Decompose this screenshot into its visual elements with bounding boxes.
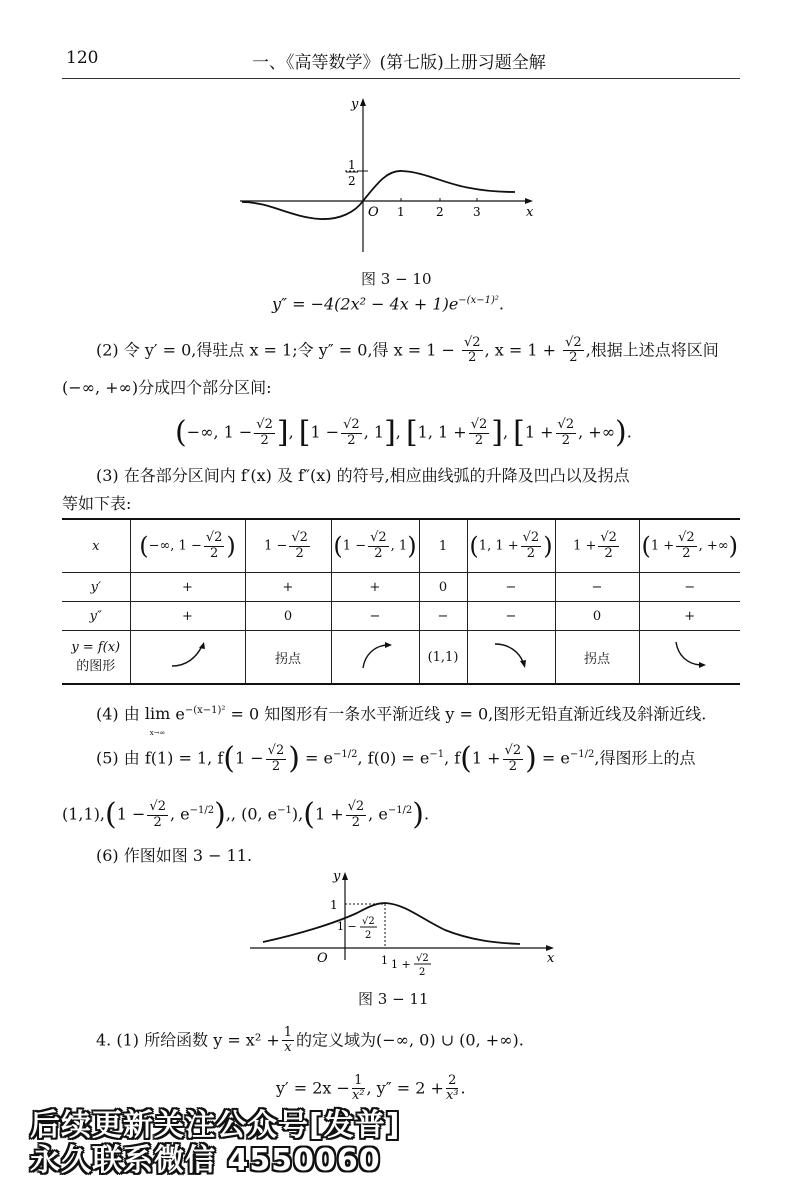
step5-text-f: 1 + xyxy=(471,748,501,768)
fig311-origin: O xyxy=(317,951,328,966)
step5-exp: −1/2 xyxy=(569,749,595,761)
second-derivative-exp: −(x−1)² xyxy=(458,295,499,306)
cell-inflection: 拐点 xyxy=(555,631,639,685)
watermark-line1: 后续更新关注公众号[发普] xyxy=(30,1108,401,1143)
frac-1-over-x xyxy=(282,1026,294,1056)
frac-den: 2 xyxy=(210,545,219,561)
fig310-xtick-2: 2 xyxy=(436,205,444,219)
frac-num: √2 xyxy=(347,799,365,815)
interval4-text-b: , +∞ xyxy=(578,422,616,442)
frac-num: √2 xyxy=(205,530,223,546)
bracket: [ xyxy=(405,415,418,450)
cell-interval-4: (1 + $\frac{√2}{2}$ , +∞) xyxy=(639,519,740,573)
frac-sqrt2-over-2 xyxy=(289,531,310,561)
cell-text: 1 − xyxy=(342,538,367,554)
paren: ( xyxy=(303,797,315,832)
step5-text-c: = e xyxy=(541,748,570,768)
frac-den: 2 xyxy=(682,545,691,561)
step2-text-b: , x = 1 + xyxy=(484,340,557,360)
page-number: 120 xyxy=(66,48,99,68)
cell-text: −∞, 1 − xyxy=(148,538,202,554)
cell-sign: + xyxy=(130,602,245,631)
frac-sqrt2-over-2 xyxy=(462,336,483,366)
cell-sign: − xyxy=(467,573,555,602)
cell-sign: 0 xyxy=(419,573,467,602)
curve-up-concave-down-icon xyxy=(331,631,419,685)
step4-line xyxy=(96,706,706,738)
fig311-label-minus: 1 − xyxy=(337,920,357,933)
cell-sign: − xyxy=(639,573,740,602)
fig311-frac-num: √2 xyxy=(362,916,375,927)
step5-exp: −1/2 xyxy=(387,805,413,817)
bracket: [ xyxy=(513,415,525,450)
cell-sign: + xyxy=(245,573,331,602)
intervals-line: (−∞, 1 − $\frac{√2}{2}$ ], [1 − $\frac{√2}{2}$ , 1], [1, 1 + $\frac{√2}{2}$ ], [1 + $\frac{√2}{2}$ , +∞). xyxy=(175,415,632,450)
step2-line2: (−∞, +∞)分成四个部分区间: xyxy=(62,378,272,397)
cell-interval-2: (1 − $\frac{√2}{2}$ , 1) xyxy=(331,519,419,573)
step5-pts-b: 1 − xyxy=(116,804,146,824)
curve-down-concave-up-icon xyxy=(639,631,740,685)
cell-sign: + xyxy=(130,573,245,602)
lim-text: lim xyxy=(144,704,171,723)
step4-text-b: e xyxy=(175,704,185,724)
frac-sqrt2-over-2 xyxy=(563,336,584,366)
row-label-x: x xyxy=(62,519,130,573)
interval3-text: 1, 1 + xyxy=(417,422,467,442)
watermark-line2: 永久联系微信 4550060 xyxy=(30,1143,381,1178)
frac-den: 2 xyxy=(508,758,517,774)
limit-symbol xyxy=(145,706,170,738)
frac-sqrt2-over-2 xyxy=(503,744,524,774)
bracket: ] xyxy=(491,415,503,450)
table-row xyxy=(62,519,740,573)
frac-num: √2 xyxy=(256,417,273,433)
frac-num: √2 xyxy=(291,530,308,546)
frac-den: x xyxy=(284,1040,292,1056)
frac-den: x³ xyxy=(445,1088,459,1104)
fig311-frac2-den: 2 xyxy=(419,967,426,978)
frac-num: √2 xyxy=(600,530,617,546)
header-rule xyxy=(62,78,740,79)
frac-den: 2 xyxy=(604,545,613,561)
interval2-text-b: , 1 xyxy=(363,422,385,442)
fig310-x-label: x xyxy=(526,205,534,220)
step2-text-c: ,根据上述点将区间 xyxy=(585,340,719,360)
fig310-caption: 图 3 − 10 xyxy=(361,270,432,288)
row-label-graph xyxy=(62,631,130,685)
frac-num: √2 xyxy=(678,530,695,546)
row-label-graph-b: 的图形 xyxy=(76,659,116,674)
frac-sqrt2-over-2 xyxy=(204,531,225,561)
interval2-text-a: 1 − xyxy=(310,422,340,442)
step4-exp: −(x−1)² xyxy=(184,705,226,716)
curve-up-concave-up-icon xyxy=(130,631,245,685)
fig311-label-plus: 1 + xyxy=(391,958,411,971)
step5-text-b: 1 − xyxy=(235,748,264,768)
frac-sqrt2-over-2 xyxy=(521,531,542,561)
cell-text: , +∞ xyxy=(698,538,729,554)
fig311-y-label: y xyxy=(333,869,341,884)
problem4-text-a: 4. (1) 所给函数 y = x² + xyxy=(96,1030,280,1050)
curve-down-concave-down-icon xyxy=(467,631,555,685)
frac-sqrt2-over-2 xyxy=(676,531,697,561)
problem4-deriv-a: y′ = 2x − xyxy=(276,1078,350,1098)
frac-num: 2 xyxy=(446,1074,459,1089)
frac-den: 2 xyxy=(295,545,304,561)
frac-sqrt2-over-2 xyxy=(368,531,389,561)
cell-sign: − xyxy=(467,602,555,631)
cell-point-2: 1 xyxy=(419,519,467,573)
frac-sqrt2-over-2 xyxy=(341,418,362,448)
step5-pts-a: (1,1), xyxy=(62,804,106,824)
step4-text-a: (4) 由 xyxy=(96,704,140,724)
problem4-text-b: 的定义域为(−∞, 0) ∪ (0, +∞). xyxy=(296,1030,524,1050)
table-row xyxy=(62,602,740,631)
fig310-y-label: y xyxy=(351,97,359,112)
cell-text: 1 − xyxy=(264,538,288,554)
frac-sqrt2-over-2 xyxy=(254,418,275,448)
step5-exp: −1/2 xyxy=(333,749,358,761)
row-label-ydoubleprime: y″ xyxy=(62,602,130,631)
second-derivative-main: y″ = −4(2x² − 4x + 1)e xyxy=(272,294,459,314)
fig310-xtick-3: 3 xyxy=(473,205,481,219)
fig310-ytick-num: 1 xyxy=(348,158,356,172)
frac-num: √2 xyxy=(343,417,360,433)
frac-sqrt2-over-2 xyxy=(266,744,287,774)
frac-den: 2 xyxy=(468,350,477,366)
frac-den: 2 xyxy=(271,758,281,774)
step5-line1 xyxy=(96,741,696,776)
cell-sign: − xyxy=(331,602,419,631)
paren: ) xyxy=(214,797,226,832)
frac-sqrt2-over-2 xyxy=(598,531,619,561)
frac-num: √2 xyxy=(267,743,285,759)
step3-line2: 等如下表: xyxy=(62,494,132,513)
cell-max-point: (1,1) xyxy=(419,631,467,685)
step5-pts-c: , e xyxy=(368,804,388,824)
cell-text: 1, 1 + xyxy=(478,538,519,554)
frac-sqrt2-over-2 xyxy=(556,418,577,448)
cell-point-3 xyxy=(555,519,639,573)
cell-text: 1 + xyxy=(650,538,675,554)
paren: ( xyxy=(175,415,187,450)
cell-text: 1 + xyxy=(573,538,597,554)
paren: ) xyxy=(525,741,537,776)
frac-den: 2 xyxy=(347,432,356,448)
step2-line1 xyxy=(96,336,719,366)
frac-sqrt2-over-2 xyxy=(346,800,367,830)
step5-text-a: (5) 由 f(1) = 1, f xyxy=(96,748,224,768)
frac-den: x² xyxy=(351,1088,365,1104)
problem4-line1 xyxy=(96,1026,524,1056)
cell-sign: 0 xyxy=(555,602,639,631)
step5-pts-c: , e xyxy=(169,804,190,824)
second-derivative-formula: $y'' = -4(2x^2 - 4x + 1)e^{-(x-1)^2}$. xyxy=(272,294,504,314)
frac-num: √2 xyxy=(464,335,481,350)
lim-sub: x→∞ xyxy=(149,729,166,737)
step5-text-d: , f(0) = e xyxy=(357,748,430,768)
frac-sqrt2-over-2 xyxy=(147,800,168,830)
frac-den: 2 xyxy=(474,432,484,448)
step5-pts-d: , (0, e xyxy=(230,804,278,824)
paren: ) xyxy=(412,797,425,832)
frac-num: √2 xyxy=(370,530,387,546)
figure-3-10 xyxy=(230,92,550,262)
frac-den: 2 xyxy=(260,432,269,448)
fig310-origin: O xyxy=(368,205,379,220)
cell-point-1 xyxy=(245,519,331,573)
cell-sign: − xyxy=(419,602,467,631)
fig311-caption: 图 3 − 11 xyxy=(358,990,429,1008)
frac-num: √2 xyxy=(504,743,522,759)
intervals-end: . xyxy=(626,422,632,442)
row-label-graph-a: y = f(x) xyxy=(71,640,121,655)
frac-sqrt2-over-2 xyxy=(469,418,490,448)
fig311-ytick: 1 xyxy=(330,898,338,912)
interval1-text: −∞, 1 − xyxy=(186,422,253,442)
frac-num: √2 xyxy=(565,335,582,350)
frac-num: 1 xyxy=(283,1025,293,1040)
step5-pts-g: . xyxy=(424,804,430,824)
frac-den: 2 xyxy=(526,545,536,561)
cell-sign: − xyxy=(555,573,639,602)
fig311-y-arrow xyxy=(342,872,348,880)
figure-3-11 xyxy=(245,868,565,978)
step5-exp: −1 xyxy=(277,805,292,817)
step3-line1: (3) 在各部分区间内 f′(x) 及 f″(x) 的符号,相应曲线弧的升降及凹凸以及拐点 xyxy=(96,466,630,485)
frac-num: √2 xyxy=(522,530,540,546)
cell-sign: 0 xyxy=(245,602,331,631)
fig310-xtick-1: 1 xyxy=(397,205,405,219)
problem4-deriv-b: , y″ = 2 + xyxy=(366,1078,444,1098)
frac-den: 2 xyxy=(374,545,383,561)
step5-text-g: ,得图形上的点 xyxy=(594,748,696,768)
table-row xyxy=(62,631,740,685)
interval4-text-a: 1 + xyxy=(524,422,554,442)
fig310-x-arrow xyxy=(525,198,533,204)
step5-text-e: , f xyxy=(444,748,461,768)
fig311-curve xyxy=(263,903,520,944)
fig310-ytick-den: 2 xyxy=(348,174,356,188)
bracket: [ xyxy=(298,415,311,450)
running-title: 一、《高等数学》(第七版)上册习题全解 xyxy=(252,53,546,73)
cell-text: , 1 xyxy=(390,538,408,554)
bracket: ] xyxy=(276,415,289,450)
step5-text-c: = e xyxy=(305,748,334,768)
fig311-frac2-num: √2 xyxy=(416,953,429,964)
cell-interval-1: (−∞, 1 − $\frac{√2}{2}$ ) xyxy=(130,519,245,573)
fig310-y-arrow xyxy=(360,98,366,106)
frac-2-over-x3 xyxy=(446,1074,459,1104)
fig311-frac-den: 2 xyxy=(365,930,372,941)
step5-exp: −1 xyxy=(429,749,445,761)
paren: ) xyxy=(288,741,300,776)
table-row xyxy=(62,573,740,602)
step6-line: (6) 作图如图 3 − 11. xyxy=(96,846,253,865)
problem4-deriv-c: . xyxy=(460,1078,466,1098)
paren: ( xyxy=(223,741,235,776)
fig311-xtick-1: 1 xyxy=(381,954,388,967)
step5-pts-e: ), xyxy=(291,804,304,824)
paren: ) xyxy=(615,415,627,450)
step5-line2: (1,1),(1 − $\frac{√2}{2}$ , $e^{-1/2}$),, (0, $e^{-1}),(1$ + $\frac{√2}{2}$ , $e^{-1/2}$). xyxy=(62,797,430,832)
step5-exp: −1/2 xyxy=(189,805,215,817)
paren: ( xyxy=(105,797,117,832)
bracket: ] xyxy=(384,415,396,450)
row-label-yprime: y′ xyxy=(62,573,130,602)
frac-den: 2 xyxy=(561,432,570,448)
cell-sign: + xyxy=(331,573,419,602)
cell-interval-3: (1, 1 + $\frac{√2}{2}$ ) xyxy=(467,519,555,573)
frac-num: √2 xyxy=(470,417,488,433)
frac-num: √2 xyxy=(557,417,575,433)
paren: ( xyxy=(460,741,472,776)
frac-num: √2 xyxy=(149,799,166,815)
frac-den: 2 xyxy=(153,814,162,830)
fig311-x-label: x xyxy=(547,951,555,966)
cell-sign: + xyxy=(639,602,740,631)
sign-table xyxy=(62,518,740,685)
frac-den: 2 xyxy=(351,814,361,830)
step4-text-c: = 0 知图形有一条水平渐近线 y = 0,图形无铅直渐近线及斜渐近线. xyxy=(230,704,707,724)
frac-den: 2 xyxy=(569,350,578,366)
step5-pts-f: 1 + xyxy=(314,804,344,824)
cell-inflection: 拐点 xyxy=(245,631,331,685)
step2-text-a: (2) 令 y′ = 0,得驻点 x = 1;令 y″ = 0,得 x = 1 − xyxy=(96,340,455,360)
frac-num: 1 xyxy=(352,1074,365,1089)
